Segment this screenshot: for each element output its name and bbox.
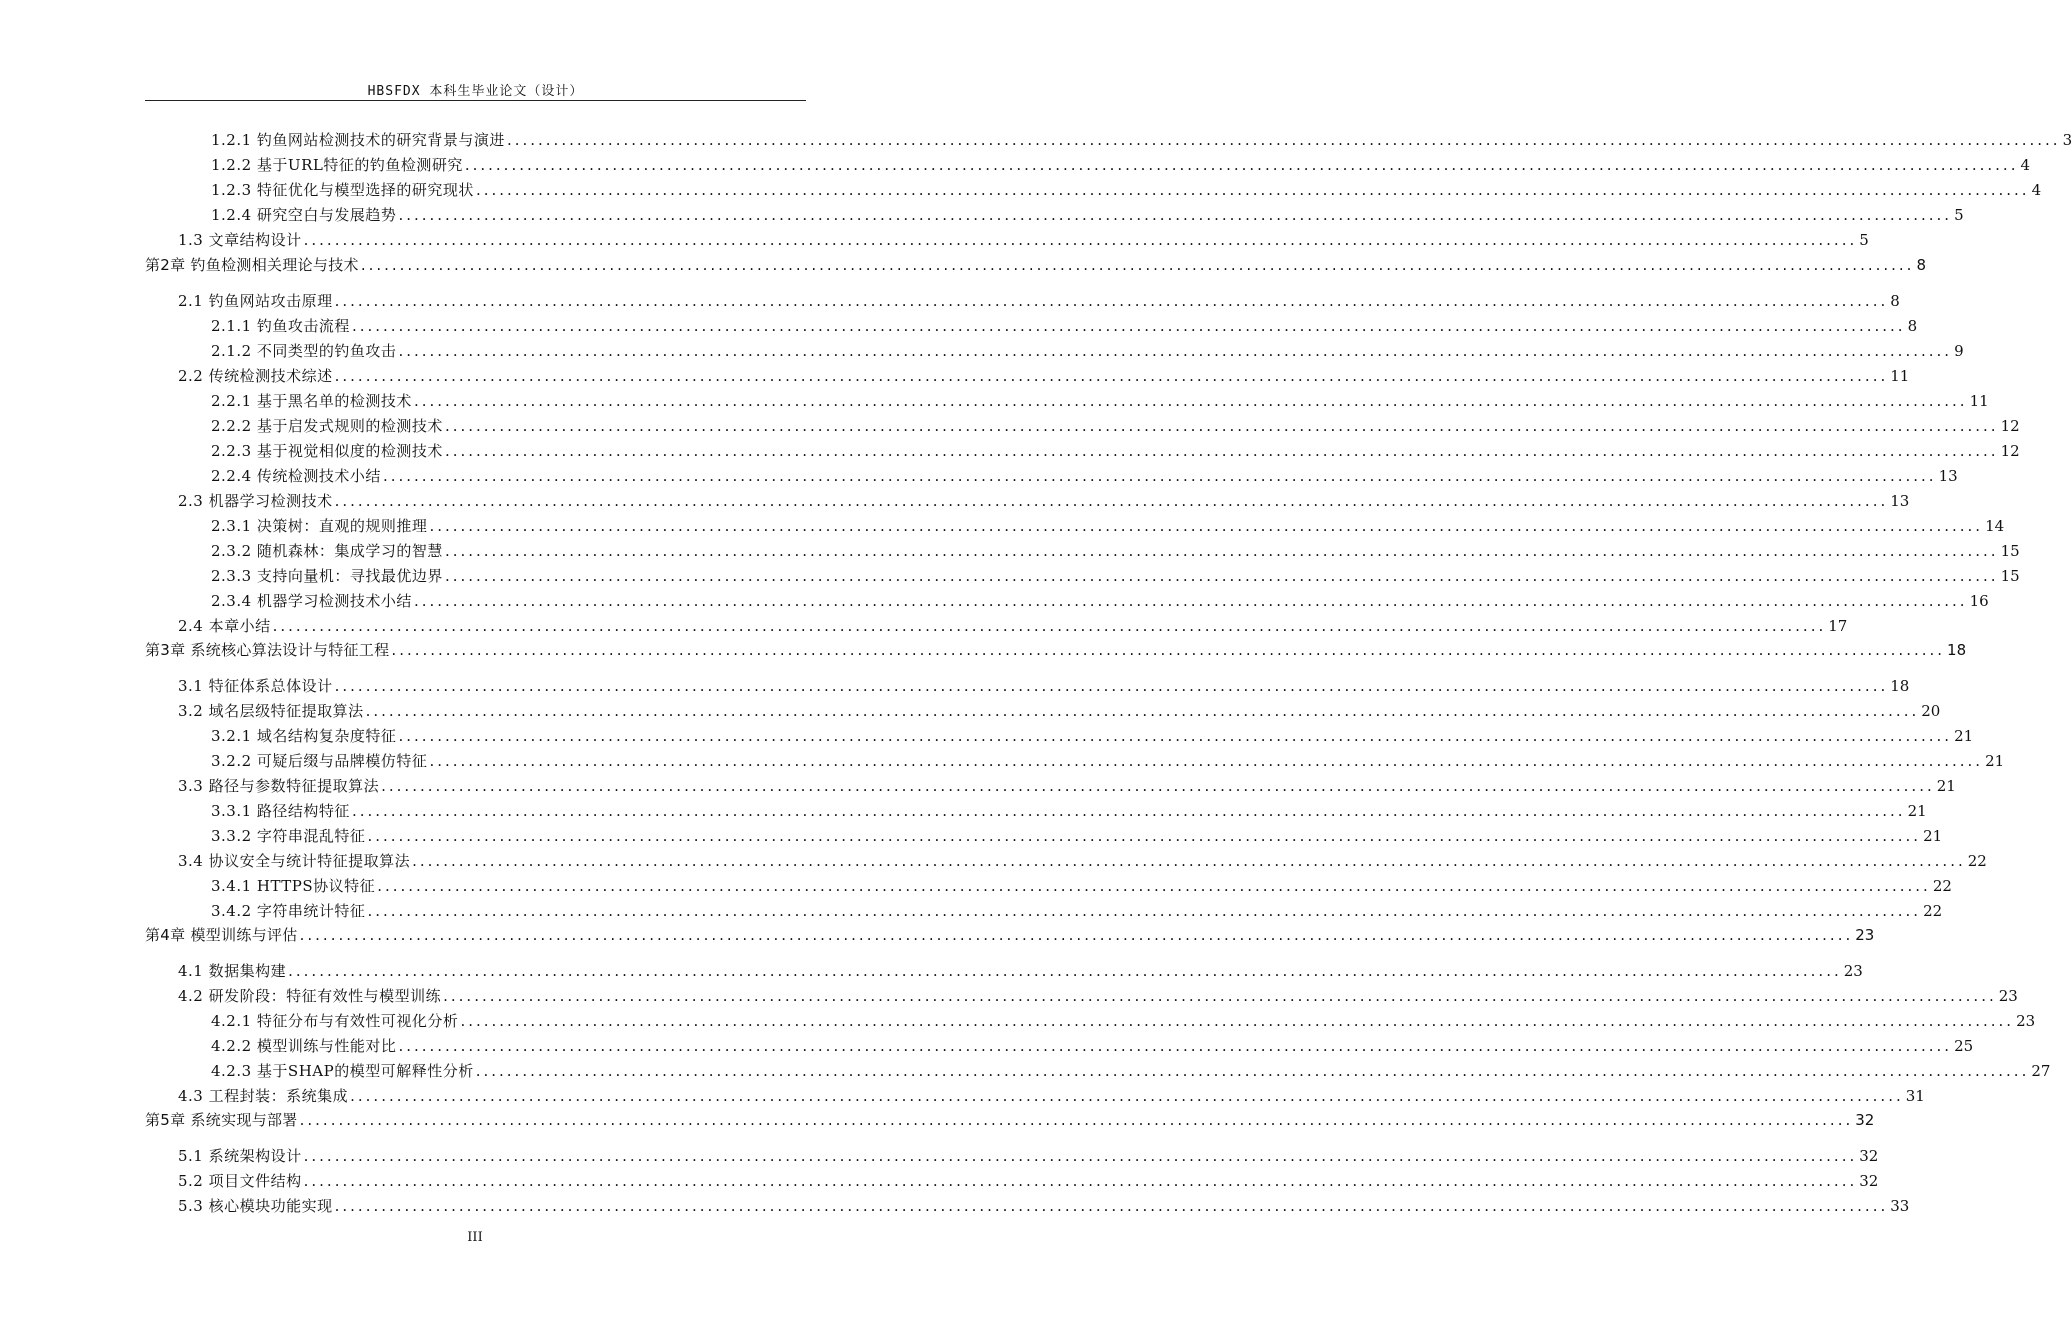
- toc-entry-page: 9: [1954, 342, 1964, 360]
- toc-dot-leader: ........................................................................................................................................................................................................: [398, 342, 1953, 360]
- toc-entry[interactable]: [211, 514, 2005, 536]
- toc-entry-page: 17: [1828, 617, 1848, 635]
- toc-chapter-entry[interactable]: [145, 1108, 1875, 1130]
- toc-entry-page: 21: [1936, 777, 1956, 795]
- toc-entry-label: 3.4.1 HTTPS协议特征: [211, 877, 376, 895]
- toc-chapter-entry[interactable]: [145, 638, 1967, 660]
- toc-entry-label: 2.2.3 基于视觉相似度的检测技术: [211, 442, 443, 460]
- toc-chapter-entry[interactable]: [145, 923, 1875, 945]
- toc-entry-label: 第5章 系统实现与部署: [145, 1111, 298, 1129]
- toc-entry-label: 2.2.1 基于黑名单的检测技术: [211, 392, 412, 410]
- toc-dot-leader: ........................................................................................................................................................................................................: [398, 727, 1953, 745]
- toc-dot-leader: ........................................................................................................................................................................................................: [460, 1012, 2015, 1030]
- toc-entry-label: 3.2.2 可疑后缀与品牌模仿特征: [211, 752, 428, 770]
- toc-entry[interactable]: [211, 178, 2042, 200]
- toc-entry[interactable]: [178, 959, 1863, 981]
- toc-entry[interactable]: [178, 228, 1869, 250]
- toc-entry-label: 5.3 核心模块功能实现: [178, 1197, 333, 1215]
- toc-entry-page: 22: [1923, 902, 1943, 920]
- toc-entry-page: 23: [1843, 962, 1863, 980]
- toc-entry-page: 25: [1954, 1037, 1974, 1055]
- toc-entry-label: 第2章 钓鱼检测相关理论与技术: [145, 256, 359, 274]
- toc-entry[interactable]: [178, 1169, 1879, 1191]
- toc-entry-label: 4.2.3 基于SHAP的模型可解释性分析: [211, 1062, 474, 1080]
- toc-entry-page: 11: [1969, 392, 1989, 410]
- toc-chapter-entry[interactable]: [145, 253, 1926, 275]
- toc-dot-leader: ........................................................................................................................................................................................................: [377, 877, 1931, 895]
- toc-entry-page: 23: [2016, 1012, 2036, 1030]
- toc-entry-page: 27: [2031, 1062, 2051, 1080]
- toc-entry[interactable]: [178, 984, 2018, 1006]
- toc-entry-label: 2.3.3 支持向量机：寻找最优边界: [211, 567, 443, 585]
- page-number: III: [467, 1230, 483, 1245]
- toc-entry-page: 22: [1932, 877, 1952, 895]
- toc-entry[interactable]: [211, 824, 1943, 846]
- toc-entry-label: 5.2 项目文件结构: [178, 1172, 302, 1190]
- toc-entry-page: 32: [1859, 1172, 1879, 1190]
- toc-dot-leader: ........................................................................................................................................................................................................: [334, 292, 1889, 310]
- toc-entry-label: 2.3.1 决策树：直观的规则推理: [211, 517, 428, 535]
- toc-dot-leader: ........................................................................................................................................................................................................: [413, 392, 1968, 410]
- toc-entry-label: 1.2.1 钓鱼网站检测技术的研究背景与演进: [211, 131, 505, 149]
- toc-dot-leader: ........................................................................................................................................................................................................: [299, 926, 1854, 944]
- toc-entry-label: 3.2.1 域名结构复杂度特征: [211, 727, 397, 745]
- toc-entry[interactable]: [178, 1194, 1910, 1216]
- toc-entry-page: 20: [1921, 702, 1941, 720]
- toc-entry[interactable]: [211, 1034, 1974, 1056]
- toc-entry-label: 1.2.4 研究空白与发展趋势: [211, 206, 397, 224]
- toc-entry-page: 8: [1916, 256, 1926, 274]
- toc-entry-label: 5.1 系统架构设计: [178, 1147, 302, 1165]
- toc-entry[interactable]: [178, 614, 1848, 636]
- toc-entry[interactable]: [211, 414, 2020, 436]
- toc-entry[interactable]: [211, 1059, 2051, 1081]
- toc-entry-page: 5: [1954, 206, 1964, 224]
- toc-dot-leader: ........................................................................................................................................................................................................: [350, 1087, 1904, 1105]
- page-header: HBSFDX 本科生毕业论文（设计）: [367, 84, 584, 99]
- toc-entry-page: 4: [2020, 156, 2031, 174]
- toc-entry-label: 2.4 本章小结: [178, 617, 271, 635]
- toc-entry-label: 第3章 系统核心算法设计与特征工程: [145, 641, 390, 659]
- toc-dot-leader: ........................................................................................................................................................................................................: [381, 777, 1935, 795]
- toc-entry-label: 3.3 路径与参数特征提取算法: [178, 777, 380, 795]
- toc-entry[interactable]: [211, 339, 1964, 361]
- toc-entry-label: 2.3.2 随机森林：集成学习的智慧: [211, 542, 443, 560]
- toc-entry[interactable]: [211, 539, 2020, 561]
- toc-entry-page: 4: [2031, 181, 2042, 199]
- toc-entry-label: 1.2.2 基于URL特征的钓鱼检测研究: [211, 156, 463, 174]
- toc-dot-leader: ........................................................................................................................................................................................................: [367, 902, 1922, 920]
- toc-entry[interactable]: [211, 1009, 2036, 1031]
- toc-entry-page: 5: [1859, 231, 1869, 249]
- toc-entry-page: 22: [1967, 852, 1987, 870]
- toc-entry-label: 3.3.2 字符串混乱特征: [211, 827, 366, 845]
- toc-entry[interactable]: [211, 464, 1958, 486]
- toc-dot-leader: ........................................................................................................................................................................................................: [429, 517, 1984, 535]
- toc-dot-leader: ........................................................................................................................................................................................................: [444, 442, 1999, 460]
- toc-entry-label: 4.3 工程封装：系统集成: [178, 1087, 349, 1105]
- toc-dot-leader: ........................................................................................................................................................................................................: [303, 1147, 1858, 1165]
- toc-entry-label: 4.1 数据集构建: [178, 962, 287, 980]
- toc-dot-leader: ........................................................................................................................................................................................................: [464, 156, 2019, 174]
- toc-entry-page: 3: [2062, 131, 2072, 149]
- toc-entry-page: 21: [1954, 727, 1974, 745]
- toc-dot-leader: ........................................................................................................................................................................................................: [299, 1111, 1854, 1129]
- toc-dot-leader: ........................................................................................................................................................................................................: [444, 567, 1999, 585]
- toc-entry-label: 4.2 研发阶段：特征有效性与模型训练: [178, 987, 442, 1005]
- toc-entry-page: 33: [1890, 1197, 1910, 1215]
- toc-entry[interactable]: [211, 153, 2031, 175]
- toc-entry-label: 3.4.2 字符串统计特征: [211, 902, 366, 920]
- toc-entry-page: 16: [1969, 592, 1989, 610]
- toc-entry-label: 2.3.4 机器学习检测技术小结: [211, 592, 412, 610]
- toc-dot-leader: ........................................................................................................................................................................................................: [351, 317, 1906, 335]
- toc-entry-page: 13: [1890, 492, 1910, 510]
- toc-dot-leader: ........................................................................................................................................................................................................: [334, 492, 1889, 510]
- toc-dot-leader: ........................................................................................................................................................................................................: [391, 641, 1946, 659]
- toc-entry-label: 2.1.2 不同类型的钓鱼攻击: [211, 342, 397, 360]
- toc-entry[interactable]: [211, 389, 1989, 411]
- toc-dot-leader: ........................................................................................................................................................................................................: [475, 181, 2030, 199]
- toc-entry[interactable]: [178, 289, 1900, 311]
- toc-entry-label: 2.2.4 传统检测技术小结: [211, 467, 381, 485]
- toc-entry-page: 14: [1985, 517, 2005, 535]
- toc-entry-page: 12: [2000, 442, 2020, 460]
- toc-entry-page: 15: [2000, 542, 2020, 560]
- toc-entry[interactable]: [211, 128, 2072, 150]
- toc-entry-label: 3.4 协议安全与统计特征提取算法: [178, 852, 411, 870]
- toc-entry-label: 4.2.2 模型训练与性能对比: [211, 1037, 397, 1055]
- toc-entry-page: 32: [1855, 1111, 1875, 1129]
- toc-dot-leader: ........................................................................................................................................................................................................: [444, 417, 1999, 435]
- toc-dot-leader: ........................................................................................................................................................................................................: [475, 1062, 2030, 1080]
- toc-dot-leader: ........................................................................................................................................................................................................: [303, 1172, 1858, 1190]
- toc-entry-page: 23: [1855, 926, 1875, 944]
- toc-dot-leader: ........................................................................................................................................................................................................: [334, 677, 1889, 695]
- toc-entry-label: 1.3 文章结构设计: [178, 231, 302, 249]
- toc-dot-leader: ........................................................................................................................................................................................................: [367, 827, 1922, 845]
- toc-entry[interactable]: [178, 489, 1910, 511]
- toc-entry-label: 3.2 域名层级特征提取算法: [178, 702, 364, 720]
- toc-entry-page: 8: [1890, 292, 1900, 310]
- toc-dot-leader: ........................................................................................................................................................................................................: [413, 592, 1968, 610]
- toc-entry-page: 21: [1923, 827, 1943, 845]
- toc-entry[interactable]: [211, 749, 2005, 771]
- toc-dot-leader: ........................................................................................................................................................................................................: [398, 206, 1953, 224]
- toc-entry-label: 第4章 模型训练与评估: [145, 926, 298, 944]
- toc-entry-page: 31: [1905, 1087, 1925, 1105]
- toc-entry[interactable]: [178, 774, 1956, 796]
- toc-entry-label: 2.1 钓鱼网站攻击原理: [178, 292, 333, 310]
- toc-entry[interactable]: [211, 899, 1943, 921]
- toc-entry-label: 2.3 机器学习检测技术: [178, 492, 333, 510]
- toc-entry[interactable]: [211, 314, 1918, 336]
- toc-dot-leader: ........................................................................................................................................................................................................: [506, 131, 2061, 149]
- toc-entry-page: 23: [1998, 987, 2018, 1005]
- toc-entry-label: 3.3.1 路径结构特征: [211, 802, 350, 820]
- toc-entry[interactable]: [178, 1144, 1879, 1166]
- toc-entry-page: 18: [1890, 677, 1910, 695]
- toc-dot-leader: ........................................................................................................................................................................................................: [444, 542, 1999, 560]
- toc-dot-leader: ........................................................................................................................................................................................................: [429, 752, 1984, 770]
- toc-entry-label: 2.1.1 钓鱼攻击流程: [211, 317, 350, 335]
- toc-entry-page: 12: [2000, 417, 2020, 435]
- toc-dot-leader: ........................................................................................................................................................................................................: [412, 852, 1966, 870]
- toc-entry-label: 2.2 传统检测技术综述: [178, 367, 333, 385]
- toc-dot-leader: ........................................................................................................................................................................................................: [443, 987, 1997, 1005]
- toc-dot-leader: ........................................................................................................................................................................................................: [398, 1037, 1953, 1055]
- toc-entry-page: 8: [1907, 317, 1918, 335]
- toc-entry-page: 18: [1947, 641, 1967, 659]
- toc-entry[interactable]: [211, 564, 2020, 586]
- toc-entry[interactable]: [178, 364, 1910, 386]
- toc-dot-leader: ........................................................................................................................................................................................................: [365, 702, 1920, 720]
- toc-entry-page: 21: [1985, 752, 2005, 770]
- toc-entry-page: 32: [1859, 1147, 1879, 1165]
- toc-entry-page: 13: [1938, 467, 1958, 485]
- toc-dot-leader: ........................................................................................................................................................................................................: [351, 802, 1906, 820]
- toc-entry-label: 4.2.1 特征分布与有效性可视化分析: [211, 1012, 459, 1030]
- toc-dot-leader: ........................................................................................................................................................................................................: [334, 1197, 1889, 1215]
- toc-entry-page: 21: [1907, 802, 1927, 820]
- toc-entry[interactable]: [178, 1084, 1925, 1106]
- toc-entry[interactable]: [211, 439, 2020, 461]
- toc-entry-label: 2.2.2 基于启发式规则的检测技术: [211, 417, 443, 435]
- toc-entry[interactable]: [211, 203, 1964, 225]
- toc-dot-leader: ........................................................................................................................................................................................................: [288, 962, 1842, 980]
- toc-entry[interactable]: [211, 799, 1927, 821]
- toc-entry-label: 3.1 特征体系总体设计: [178, 677, 333, 695]
- toc-entry[interactable]: [178, 699, 1941, 721]
- toc-entry-page: 11: [1890, 367, 1910, 385]
- toc-dot-leader: ........................................................................................................................................................................................................: [334, 367, 1889, 385]
- toc-entry-label: 1.2.3 特征优化与模型选择的研究现状: [211, 181, 474, 199]
- toc-dot-leader: ........................................................................................................................................................................................................: [272, 617, 1827, 635]
- toc-entry-page: 15: [2000, 567, 2020, 585]
- toc-entry[interactable]: [178, 849, 1987, 871]
- toc-dot-leader: ........................................................................................................................................................................................................: [303, 231, 1858, 249]
- toc-entry[interactable]: [211, 589, 1989, 611]
- toc-dot-leader: ........................................................................................................................................................................................................: [360, 256, 1915, 274]
- toc-entry[interactable]: [211, 724, 1974, 746]
- toc-entry[interactable]: [178, 674, 1910, 696]
- toc-dot-leader: ........................................................................................................................................................................................................: [382, 467, 1937, 485]
- toc-entry[interactable]: [211, 874, 1952, 896]
